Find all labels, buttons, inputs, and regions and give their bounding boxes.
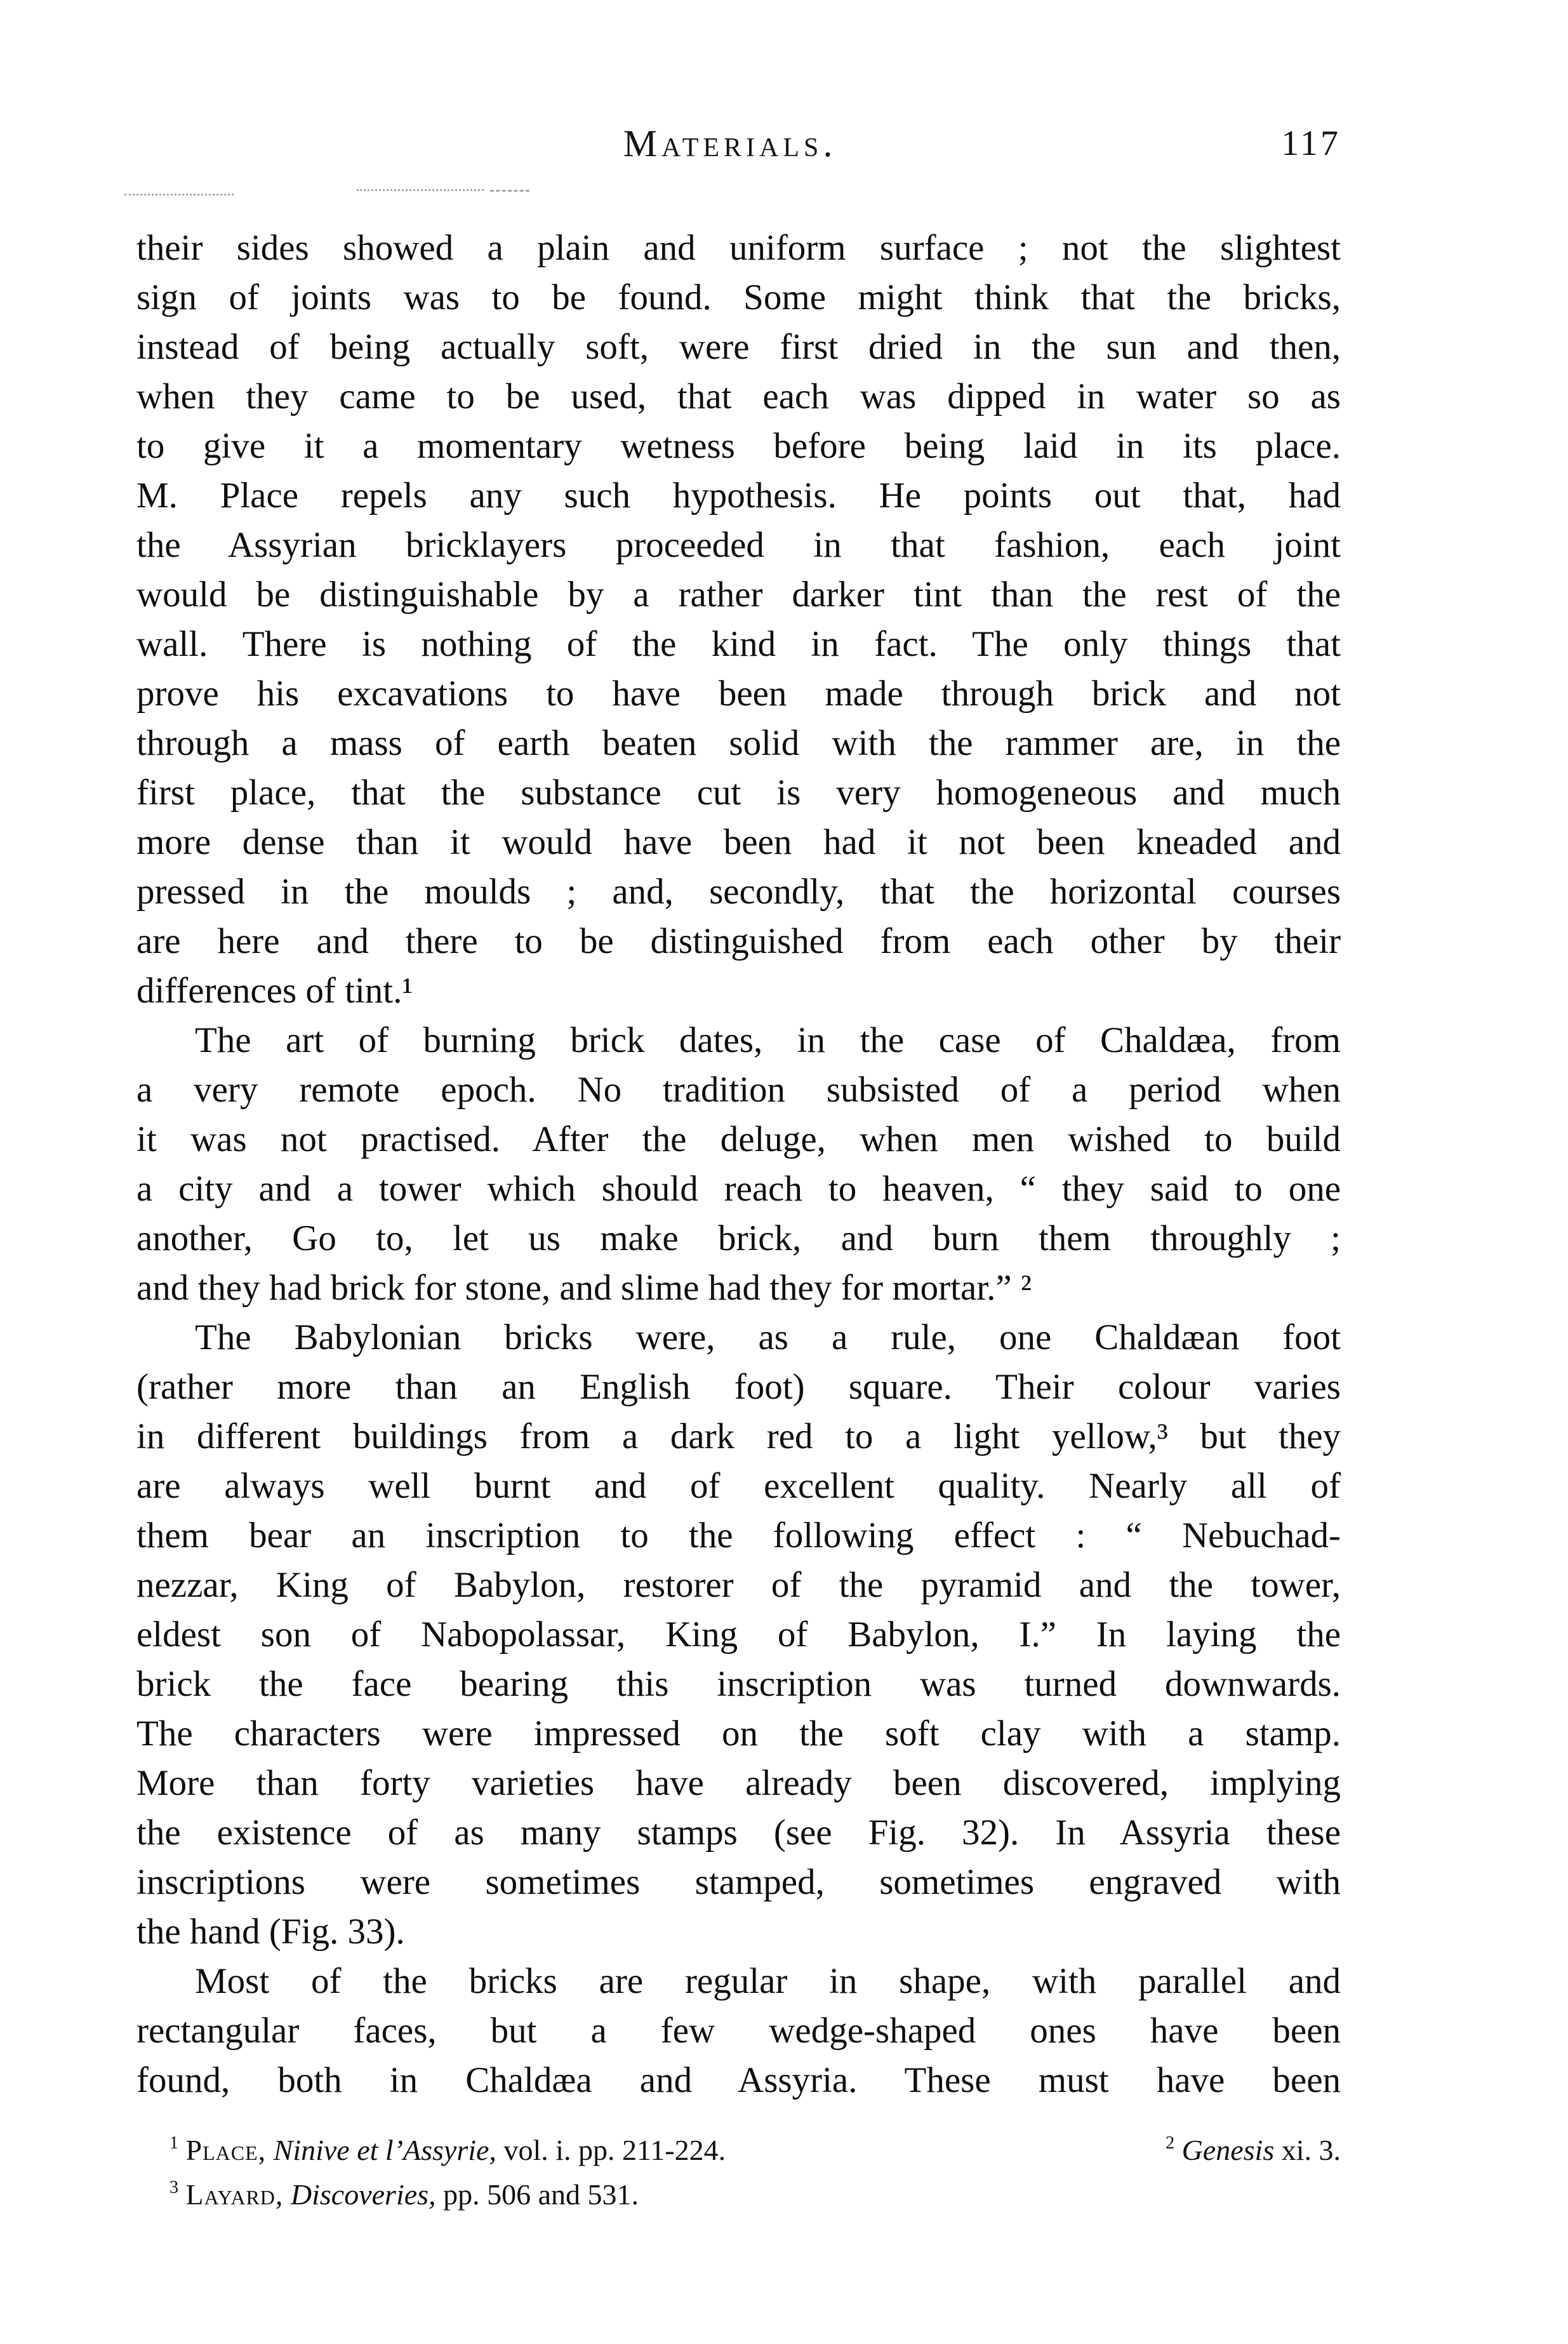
text-line: inscriptions were sometimes stamped, sometimes engraved with [136, 1862, 1341, 1902]
text-line: instead of being actually soft, were first dried in the sun and then, [136, 327, 1341, 367]
footnote-3-author: Layard, [185, 2178, 284, 2211]
text-line: differences of tint.¹ [136, 971, 413, 1011]
footnote-3 [169, 2178, 639, 2211]
text-line: More than forty varieties have already been discovered, implying [136, 1763, 1341, 1803]
text-line: in different buildings from a dark red to a light yellow,³ but they [136, 1416, 1341, 1456]
text-line: sign of joints was to be found. Some might think that the bricks, [136, 277, 1341, 317]
text-line: M. Place repels any such hypothesis. He points out that, had [136, 476, 1341, 516]
footnote-row [136, 2128, 1341, 2173]
text-line: their sides showed a plain and uniform surface ; not the slightest [136, 228, 1341, 268]
footnote-2-title: Genesis [1181, 2134, 1275, 2166]
text-line: (rather more than an English foot) square. Their colour varies [136, 1367, 1341, 1407]
text-line: a very remote epoch. No tradition subsisted of a period when [136, 1070, 1341, 1110]
text-line: brick the face bearing this inscription was turned downwards. [136, 1664, 1341, 1704]
footnote-1-ref: vol. i. pp. 211-224. [503, 2134, 726, 2166]
footnote-row [136, 2173, 1341, 2217]
text-line: eldest son of Nabopolassar, King of Babylon, I.” In laying the [136, 1615, 1341, 1655]
text-line: first place, that the substance cut is very homogeneous and much [136, 773, 1341, 813]
footnote-1-title: Ninive et l’Assyrie, [273, 2134, 496, 2166]
page-header [136, 122, 1341, 166]
text-line: nezzar, King of Babylon, restorer of the pyramid and the tower, [136, 1565, 1341, 1605]
text-line: would be distinguishable by a rather darker tint than the rest of the [136, 575, 1341, 615]
text-line: it was not practised. After the deluge, when men wished to build [136, 1119, 1341, 1159]
text-line: the existence of as many stamps (see Fig. 32). In Assyria these [136, 1813, 1341, 1853]
text-line: The art of burning brick dates, in the case of Chaldæa, from [195, 1020, 1341, 1060]
footnote-2-ref: xi. 3. [1281, 2134, 1341, 2166]
footnotes [136, 2128, 1341, 2217]
footnote-3-title: Discoveries, [290, 2178, 436, 2211]
footnote-3-marker: 3 [169, 2178, 178, 2197]
text-line: a city and a tower which should reach to heaven, “ they said to one [136, 1169, 1341, 1209]
footnote-2-marker: 2 [1166, 2133, 1175, 2153]
text-line: wall. There is nothing of the kind in fact. The only things that [136, 624, 1341, 664]
text-line: when they came to be used, that each was dipped in water so as [136, 376, 1341, 416]
text-line: to give it a momentary wetness before being laid in its place. [136, 426, 1341, 466]
scan-artifact-rule [490, 190, 529, 192]
footnote-1-author: Place, [185, 2134, 267, 2166]
text-line: the hand (Fig. 33). [136, 1912, 405, 1952]
scan-artifact-rule [357, 189, 484, 191]
text-line: through a mass of earth beaten solid with the rammer are, in the [136, 723, 1341, 763]
text-line: The characters were impressed on the soft clay with a stamp. [136, 1714, 1341, 1754]
footnote-1 [169, 2128, 726, 2173]
text-line: another, Go to, let us make brick, and burn them throughly ; [136, 1218, 1341, 1258]
footnote-1-marker: 1 [169, 2133, 178, 2153]
text-line: pressed in the moulds ; and, secondly, that the horizontal courses [136, 872, 1341, 912]
text-line: and they had brick for stone, and slime had they for mortar.” ² [136, 1268, 1032, 1308]
text-line: The Babylonian bricks were, as a rule, one Chaldæan foot [195, 1317, 1341, 1357]
text-line: Most of the bricks are regular in shape, with parallel and [195, 1961, 1341, 2001]
text-line: are always well burnt and of excellent quality. Nearly all of [136, 1466, 1341, 1506]
running-title: Materials. [623, 123, 837, 164]
text-line: them bear an inscription to the following effect : “ Nebuchad- [136, 1515, 1341, 1555]
text-line: rectangular faces, but a few wedge-shaped ones have been [136, 2011, 1341, 2051]
page-number: 117 [1281, 124, 1341, 163]
scan-artifact-rule [124, 194, 234, 196]
text-line: prove his excavations to have been made through brick and not [136, 674, 1341, 714]
text-line: are here and there to be distinguished from each other by their [136, 921, 1341, 961]
footnote-3-ref: pp. 506 and 531. [443, 2178, 639, 2211]
text-line: the Assyrian bricklayers proceeded in that fashion, each joint [136, 525, 1341, 565]
text-line: more dense than it would have been had it not been kneaded and [136, 822, 1341, 862]
text-line: found, both in Chaldæa and Assyria. These must have been [136, 2060, 1341, 2100]
body-text [136, 223, 1341, 2105]
footnote-2 [1166, 2128, 1341, 2173]
